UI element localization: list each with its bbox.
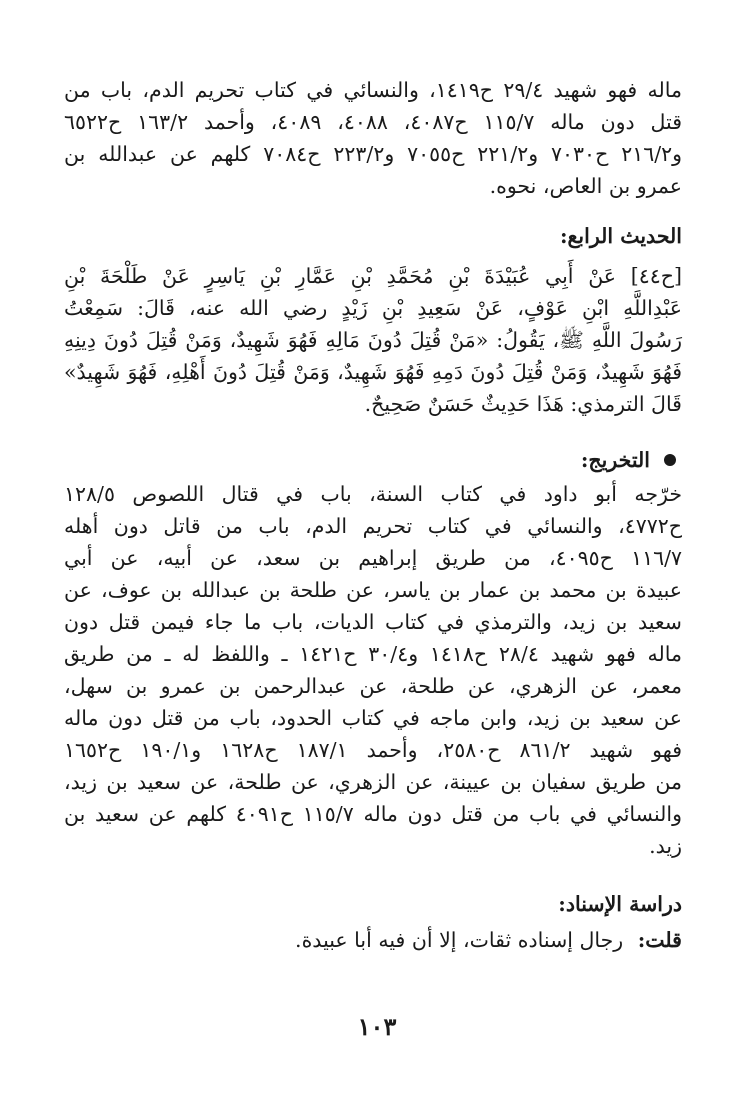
text-line: من طريق سفيان بن عيينة، عن الزهري، عن طلحة، عن سعيد بن زيد، xyxy=(64,770,682,794)
takhrij-paragraph xyxy=(64,478,682,862)
takhrij-heading xyxy=(64,444,682,476)
text-line: والنسائي في باب من قتل دون ماله ١١٥/٧ ح٤٠٩١ كلهم عن سعيد بن xyxy=(64,802,682,826)
text-line: زيد. xyxy=(649,834,682,858)
text-line: خرّجه أبو داود في كتاب السنة، باب في قتال اللصوص ١٢٨/٥ xyxy=(64,482,682,506)
qult-line xyxy=(64,924,682,956)
text-line: فَهُوَ شَهِيدٌ، وَمَنْ قُتِلَ دُونَ دَمِهِ فَهُوَ شَهِيدٌ، وَمَنْ قُتِلَ دُونَ أَهْلِهِ، فَهُوَ شَهِيدٌ» xyxy=(64,360,682,384)
text-line: و٢١٦/٢ ح٧٠٣٠ و٢٢١/٢ ح٧٠٥٥ و٢٢٣/٢ ح٧٠٨٤ كلهم عن عبدالله بن xyxy=(64,142,683,166)
bullet-icon xyxy=(664,454,676,466)
text-line: ١١٦/٧ ح٤٠٩٥، من طريق إبراهيم بن سعد، عن أبيه، عن أبي xyxy=(64,546,683,570)
text-line: [ح٤٤] عَنْ أَبِي عُبَيْدَةَ بْنِ مُحَمَّدِ بْنِ عَمَّارِ بْنِ يَاسِرٍ عَنْ طَلْحَةَ بْنِ xyxy=(64,264,682,288)
page-number: ١٠٣ xyxy=(357,1012,397,1041)
hadith-heading: الحديث الرابع: xyxy=(559,224,682,248)
text-line: عن سعيد بن زيد، وابن ماجه في كتاب الحدود، باب من قتل دون ماله xyxy=(64,706,682,730)
text-line: معمر، عن الزهري، عن طلحة، عن عبدالرحمن بن عمرو بن سهل، xyxy=(64,674,682,698)
text-line: رَسُولَ اللَّهِ ﷺ، يَقُولُ: «مَنْ قُتِلَ دُونَ مَالِهِ فَهُوَ شَهِيدٌ، وَمَنْ قُتِلَ دُونَ دِينِهِ xyxy=(64,328,682,352)
isnad-heading: دراسة الإسناد: xyxy=(558,892,682,916)
text-line: عَبْدِاللَّهِ ابْنِ عَوْفٍ، عَنْ سَعِيدِ بْنِ زَيْدٍ رضي الله عنه، قَالَ: سَمِعْتُ xyxy=(64,296,682,320)
page-content xyxy=(64,74,682,956)
qult-label: قلت: xyxy=(637,928,682,952)
continuation-paragraph xyxy=(64,74,682,202)
qult-text: رجال إسناده ثقات، إلا أن فيه أبا عبيدة. xyxy=(295,928,624,952)
text-line: عبيدة بن محمد بن عمار بن ياسر، عن طلحة بن عبدالله بن عوف، عن xyxy=(64,578,682,602)
text-line: ماله فهو شهيد ٢٨/٤ ح١٤١٨ و٣٠/٤ ح١٤٢١ ـ واللفظ له ـ من طريق xyxy=(64,642,682,666)
text-line: ح٤٧٧٢، والنسائي في كتاب تحريم الدم، باب من قاتل دون أهله xyxy=(64,514,682,538)
text-line: قَالَ الترمذي: هَذَا حَدِيثٌ حَسَنٌ صَحِيحٌ. xyxy=(364,392,682,416)
takhrij-heading-label: التخريج: xyxy=(580,448,650,472)
text-line: فهو شهيد ٨٦١/٢ ح٢٥٨٠، وأحمد ١٨٧/١ ح١٦٢٨ و١٩٠/١ ح١٦٥٢ xyxy=(64,738,683,762)
text-line: قتل دون ماله ١١٥/٧ ح٤٠٨٧، ٤٠٨٨، ٤٠٨٩، وأحمد ١٦٣/٢ ح٦٥٢٢ xyxy=(64,110,683,134)
text-line: سعيد بن زيد، والترمذي في كتاب الديات، باب ما جاء فيمن قتل دون xyxy=(64,610,682,634)
text-line: عمرو بن العاص، نحوه. xyxy=(489,174,682,198)
text-line: ماله فهو شهيد ٢٩/٤ ح١٤١٩، والنسائي في كتاب تحريم الدم، باب من xyxy=(64,78,682,102)
hadith-text xyxy=(64,260,682,420)
